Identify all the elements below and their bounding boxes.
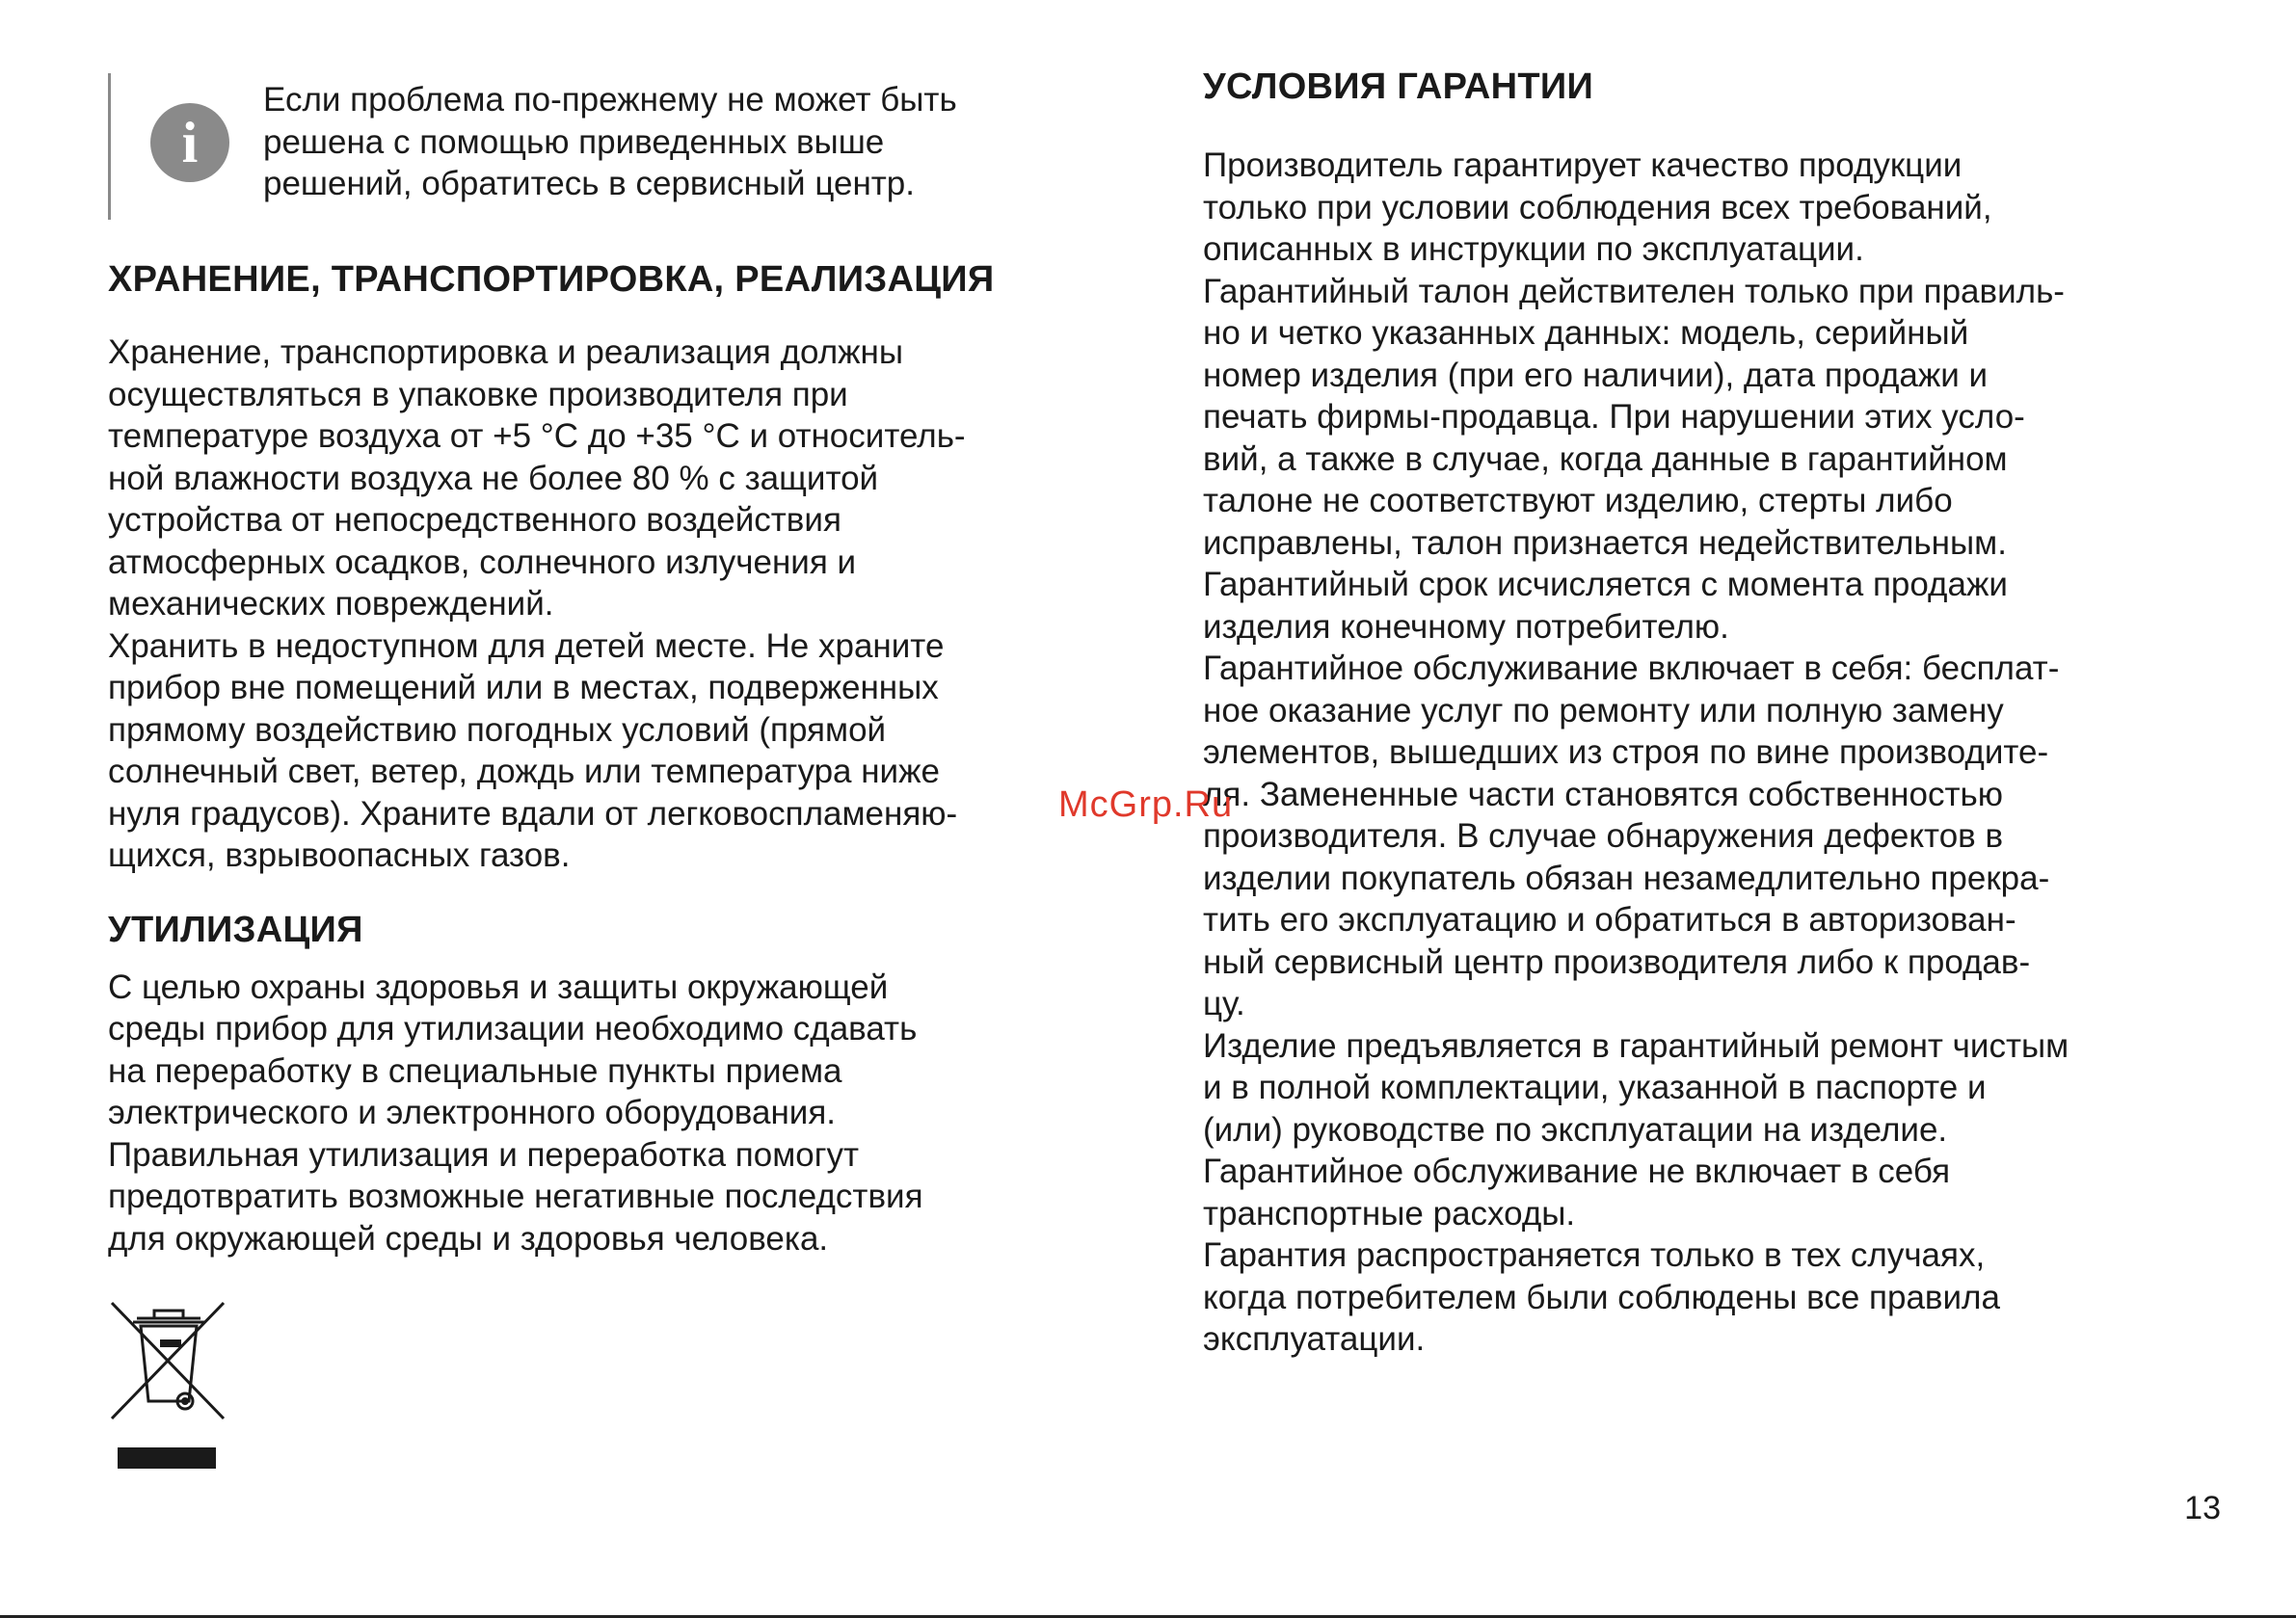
left-column xyxy=(108,73,1130,1260)
watermark: McGrp.Ru xyxy=(1058,784,1234,825)
warranty-text: Производитель гарантирует качество продукции только при условии соблюдения всех требований, описанных в инструкции по эксплуатации. Гарантийный талон действителен только при правиль- но и четко указанных данных: модель, серийный номер изделия (при его наличии), дата продажи и печать фирмы-продавца. При нарушении этих усло- вий, а также в случае, когда данные в гарантийном талоне не соответствуют изделию, стерты либо исправлены, талон признается недействительным. Гарантийный срок исчисляется с момента продажи изделия конечному потребителю. Гарантийное обслуживание включает в себя: бесплат- ное оказание услуг по ремонту или полную замену элементов, вышедших из строя по вине производите- ля. Замененные части становятся собственностью производителя. В случае обнаружения дефектов в изделии покупатель обязан незамедлительно прекра- тить его эксплуатацию и обратиться в авторизован- ный сервисный центр производителя либо к продав- цу. Изделие предъявляется в гарантийный ремонт чистым и в полной комплектации, указанной в паспорте и (или) руководстве по эксплуатации на изделие. Гарантийное обслуживание не включает в себя транспортные расходы. Гарантия распространяется только в тех случаях, когда потребителем были соблюдены все правила эксплуатации. xyxy=(1203,146,2069,1358)
info-note xyxy=(108,73,1130,220)
utilization-heading: УТИЛИЗАЦИЯ xyxy=(108,909,363,950)
page-number: 13 xyxy=(2184,1490,2221,1526)
crossed-out-wheelie-bin-icon xyxy=(108,1301,227,1471)
info-note-text: Если проблема по-прежнему не может быть решена с помощью приведенных выше решений, обратитесь в сервисный центр. xyxy=(263,81,957,202)
storage-heading: ХРАНЕНИЕ, ТРАНСПОРТИРОВКА, РЕАЛИЗАЦИЯ xyxy=(108,259,995,300)
storage-text: Хранение, транспортировка и реализация должны осуществляться в упаковке производителя при температуре воздуха от +5 °С до +35 °С и относитель- ной влажности воздуха не более 80 % с защитой устройства от непосредственного воздействия атмосферных осадков, солнечного излучения и механических повреждений. Хранить в недоступном для детей месте. Не храните прибор вне помещений или в местах, подверженных прямому воздействию погодных условий (прямой солнечный свет, ветер, дождь или температура ниже нуля градусов). Храните вдали от легковоспламеняю- щихся, взрывоопасных газов. xyxy=(108,333,966,874)
warranty-heading: УСЛОВИЯ ГАРАНТИИ xyxy=(1203,66,1594,107)
info-icon: i xyxy=(150,103,229,182)
right-column xyxy=(1203,64,2205,1361)
utilization-text: С целью охраны здоровья и защиты окружающей среды прибор для утилизации необходимо сдавать на переработку в специальные пункты приема электрического и электронного оборудования. Правильная утилизация и переработка помогут предотвратить возможные негативные последствия для окружающей среды и здоровья человека. xyxy=(108,968,923,1258)
